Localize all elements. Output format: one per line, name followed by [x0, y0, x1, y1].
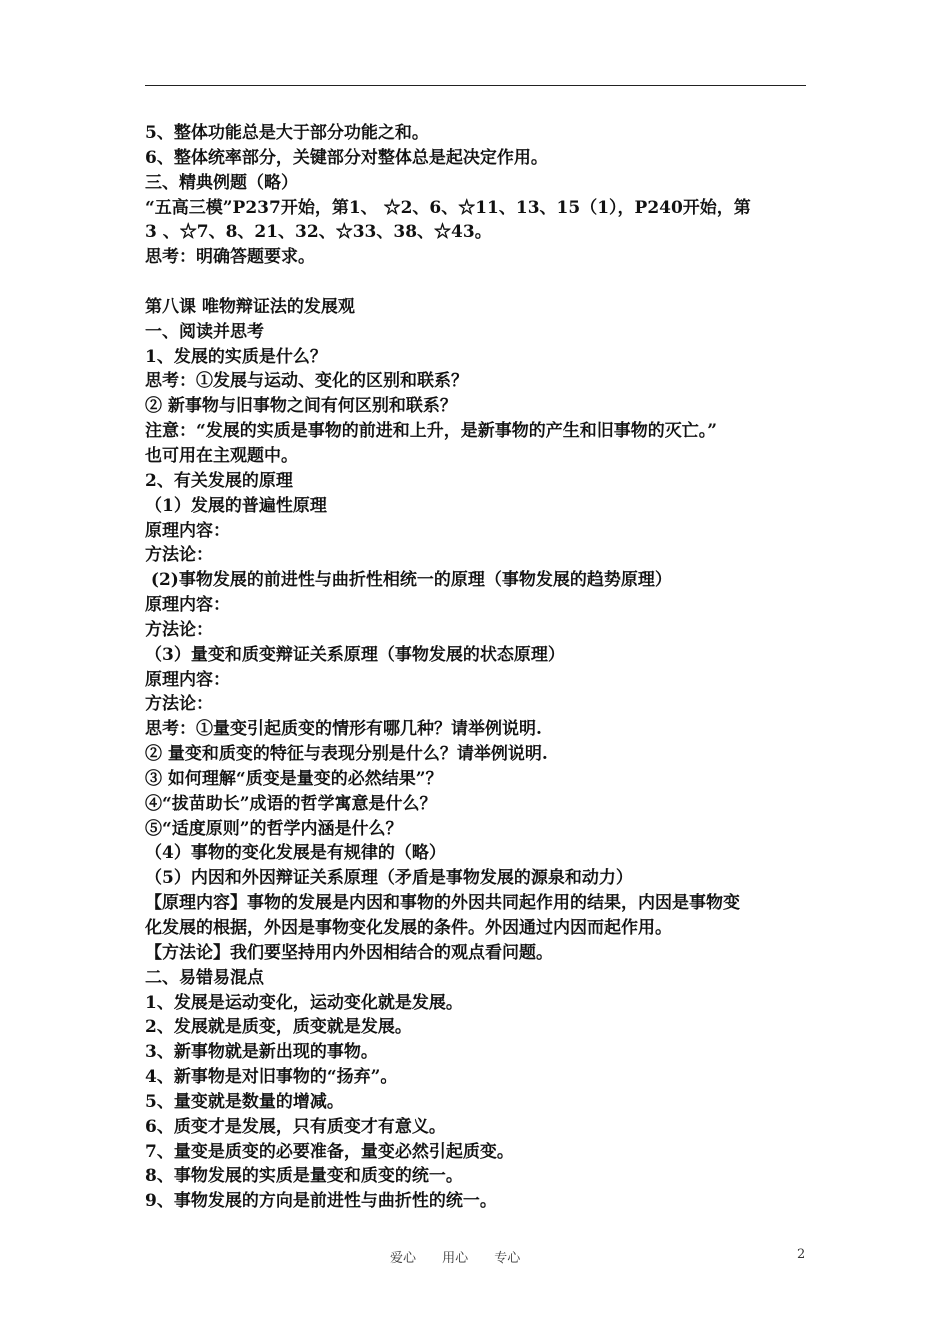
text-line: 原理内容： [145, 669, 230, 690]
text-line: 三、精典例题（略） [145, 172, 298, 193]
text-line: 1、发展的实质是什么？ [145, 346, 327, 367]
text-line: 2、有关发展的原理 [145, 470, 293, 491]
text-line: 原理内容： [145, 520, 230, 541]
text-line: 方法论： [145, 694, 213, 715]
text-line: 化发展的根据，外因是事物变化发展的条件。外因通过内因而起作用。 [145, 918, 672, 938]
text-line: （5）内因和外因辩证关系原理（矛盾是事物发展的源泉和动力） [145, 868, 633, 889]
text-line: 【原理内容】事物的发展是内因和事物的外因共同起作用的结果，内因是事物变 [145, 893, 740, 914]
text-line: 一、阅读并思考 [145, 321, 264, 342]
text-line: 6、整体统率部分，关键部分对整体总是起决定作用。 [145, 147, 548, 168]
text-line: 原理内容： [145, 595, 230, 616]
text-line: ④“拔苗助长”成语的哲学寓意是什么？ [145, 793, 437, 814]
text-line: 7、量变是质变的必要准备，量变必然引起质变。 [145, 1141, 514, 1162]
text-line: 4、新事物是对旧事物的“扬弃”。 [145, 1067, 398, 1088]
text-line: ③ 如何理解“质变是量变的必然结果”？ [145, 768, 443, 789]
text-line: 2、发展就是质变，质变就是发展。 [145, 1017, 412, 1038]
text-line: 6、质变才是发展，只有质变才有意义。 [145, 1116, 446, 1137]
text-line: 5、整体功能总是大于部分功能之和。 [145, 123, 429, 143]
text-line: 二、易错易混点 [145, 967, 264, 988]
text-line: (2)事物发展的前进性与曲折性相统一的原理（事物发展的趋势原理） [145, 570, 672, 591]
header-rule [145, 85, 806, 86]
page-number: 2 [797, 1247, 806, 1262]
text-line: 思考：明确答题要求。 [145, 247, 315, 268]
document-body [145, 121, 815, 1214]
blank-line [145, 270, 815, 295]
text-line: 1、发展是运动变化，运动变化就是发展。 [145, 992, 463, 1013]
text-line: 也可用在主观题中。 [145, 445, 298, 466]
text-line: 9、事物发展的方向是前进性与曲折性的统一。 [145, 1191, 497, 1212]
text-line: 方法论： [145, 545, 213, 566]
text-line: 思考：①发展与运动、变化的区别和联系？ [145, 371, 468, 392]
page-footer [0, 1247, 950, 1267]
text-line: 方法论： [145, 619, 213, 640]
text-line: 【方法论】我们要坚持用内外因相结合的观点看问题。 [145, 942, 553, 963]
text-line: 3、新事物就是新出现的事物。 [145, 1042, 378, 1063]
text-line: 5、量变就是数量的增减。 [145, 1091, 344, 1112]
text-line: 3 、☆7、8、21、32、☆33、38、☆43。 [145, 222, 492, 243]
text-line: 注意：“发展的实质是事物的前进和上升，是新事物的产生和旧事物的灭亡。” [145, 421, 718, 442]
text-line: ⑤“适度原则”的哲学内涵是什么？ [145, 818, 403, 839]
text-line: 第八课 唯物辩证法的发展观 [145, 296, 355, 317]
text-line: “五高三模”P237开始，第1、 ☆2、6、☆11、13、15（1），P240开始，第 [145, 197, 751, 218]
text-line: ② 新事物与旧事物之间有何区别和联系？ [145, 396, 457, 417]
text-line: 思考：①量变引起质变的情形有哪几种？请举例说明. [145, 719, 542, 740]
text-line: （1）发展的普遍性原理 [145, 495, 327, 516]
footer-motto: 爱心 用心 专心 [390, 1251, 521, 1266]
text-line: 8、事物发展的实质是量变和质变的统一。 [145, 1166, 463, 1187]
text-line: （3）量变和质变辩证关系原理（事物发展的状态原理） [145, 644, 565, 665]
text-line: （4）事物的变化发展是有规律的（略） [145, 843, 446, 864]
text-line: ② 量变和质变的特征与表现分别是什么？请举例说明. [145, 744, 548, 765]
